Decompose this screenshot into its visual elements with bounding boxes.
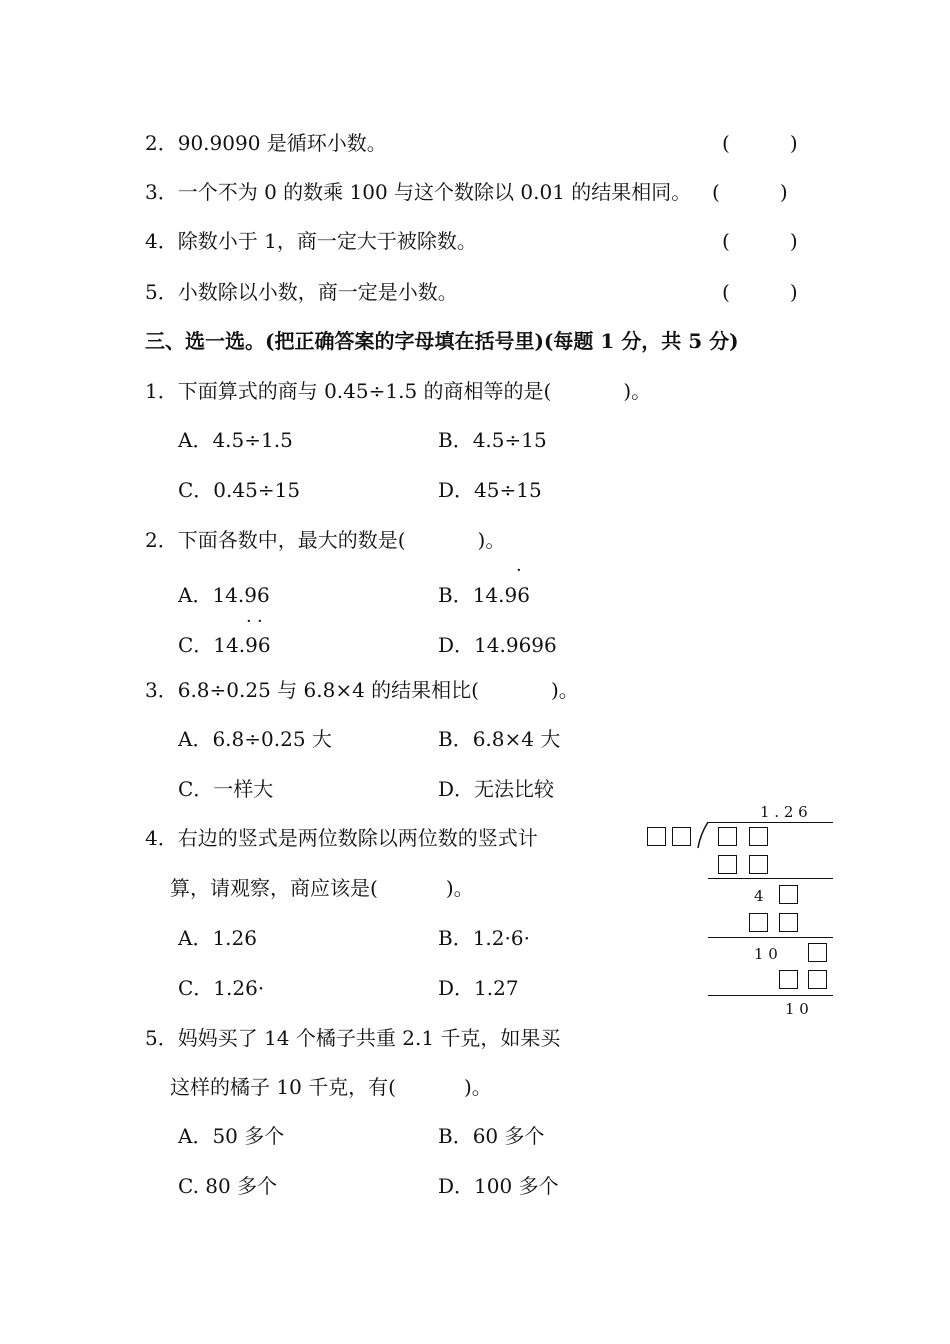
q1-option-c[interactable]: C．0.45÷15: [178, 478, 301, 502]
q3-stem: 3．6.8÷0.25 与 6.8×4 的结果相比( )。: [145, 678, 579, 702]
judge-item-3-answer-blank[interactable]: ( ): [712, 180, 788, 204]
q2-option-d[interactable]: D．14.9696: [438, 633, 557, 657]
judge-item-4-answer-blank[interactable]: ( ): [722, 229, 798, 253]
product-2-box-1[interactable]: [749, 913, 768, 932]
q5-option-d[interactable]: D．100 多个: [438, 1174, 559, 1198]
division-bracket: [696, 821, 712, 849]
remainder-2-digits: 1 0: [754, 945, 778, 963]
judge-item-4-text: 4．除数小于 1，商一定大于被除数。: [145, 229, 477, 253]
q2-option-c[interactable]: C．14.96: [178, 633, 271, 657]
q3-option-a[interactable]: A．6.8÷0.25 大: [178, 727, 332, 751]
q1-option-b[interactable]: B．4.5÷15: [438, 428, 547, 452]
divisor-box-2[interactable]: [672, 827, 691, 846]
q5-option-c[interactable]: C. 80 多个: [178, 1174, 278, 1198]
division-quotient: 1 . 2 6: [760, 803, 808, 821]
judge-item-5-answer-blank[interactable]: ( ): [722, 280, 798, 304]
judge-item-2-text: 2．90.9090 是循环小数。: [145, 131, 387, 155]
q4-option-b[interactable]: B．1.2·6·: [438, 926, 530, 950]
q2-option-c-repeat-dot-1: ·: [246, 611, 252, 632]
q2-option-c-repeat-dot-2: ·: [257, 611, 263, 632]
q2-option-b[interactable]: B．14.96: [438, 583, 530, 607]
remainder-1-box[interactable]: [779, 885, 798, 904]
division-rule-1: [708, 878, 833, 879]
q3-option-b[interactable]: B．6.8×4 大: [438, 727, 561, 751]
q4-option-c[interactable]: C．1.26·: [178, 976, 265, 1000]
product-3-box-1[interactable]: [779, 970, 798, 989]
q1-option-d[interactable]: D．45÷15: [438, 478, 542, 502]
judge-item-3-text: 3．一个不为 0 的数乘 100 与这个数除以 0.01 的结果相同。: [145, 180, 692, 204]
remainder-1-digit: 4: [754, 887, 764, 905]
judge-item-2-answer-blank[interactable]: ( ): [722, 131, 798, 155]
product-3-box-2[interactable]: [808, 970, 827, 989]
q5-stem-line-2: 这样的橘子 10 千克，有( )。: [170, 1075, 492, 1099]
product-1-box-2[interactable]: [749, 855, 768, 874]
q1-stem: 1．下面算式的商与 0.45÷1.5 的商相等的是( )。: [145, 379, 652, 403]
remainder-2-box[interactable]: [808, 943, 827, 962]
q2-option-b-repeat-dot: ·: [516, 560, 522, 581]
q3-option-d[interactable]: D．无法比较: [438, 777, 555, 801]
dividend-box-1[interactable]: [718, 827, 737, 846]
final-remainder: 1 0: [785, 1000, 809, 1018]
product-2-box-2[interactable]: [779, 913, 798, 932]
product-1-box-1[interactable]: [718, 855, 737, 874]
divisor-box-1[interactable]: [647, 827, 666, 846]
dividend-box-2[interactable]: [749, 827, 768, 846]
q1-option-a[interactable]: A．4.5÷1.5: [178, 428, 293, 452]
q5-stem-line-1: 5．妈妈买了 14 个橘子共重 2.1 千克，如果买: [145, 1026, 561, 1050]
q4-stem-line-1: 4．右边的竖式是两位数除以两位数的竖式计: [145, 826, 538, 850]
q4-option-d[interactable]: D．1.27: [438, 976, 519, 1000]
judge-item-5-text: 5．小数除以小数，商一定是小数。: [145, 280, 458, 304]
q2-stem: 2．下面各数中，最大的数是( )。: [145, 528, 506, 552]
division-rule-2: [708, 937, 833, 938]
q4-stem-line-2: 算，请观察，商应该是( )。: [170, 876, 474, 900]
section-3-title: 三、选一选。(把正确答案的字母填在括号里)(每题 1 分，共 5 分): [145, 329, 739, 353]
division-top-bar: [708, 822, 833, 823]
q5-option-a[interactable]: A．50 多个: [178, 1124, 285, 1148]
q4-option-a[interactable]: A．1.26: [178, 926, 257, 950]
q5-option-b[interactable]: B．60 多个: [438, 1124, 545, 1148]
q2-option-a[interactable]: A．14.96: [178, 583, 270, 607]
division-rule-3: [708, 995, 833, 996]
q3-option-c[interactable]: C．一样大: [178, 777, 274, 801]
